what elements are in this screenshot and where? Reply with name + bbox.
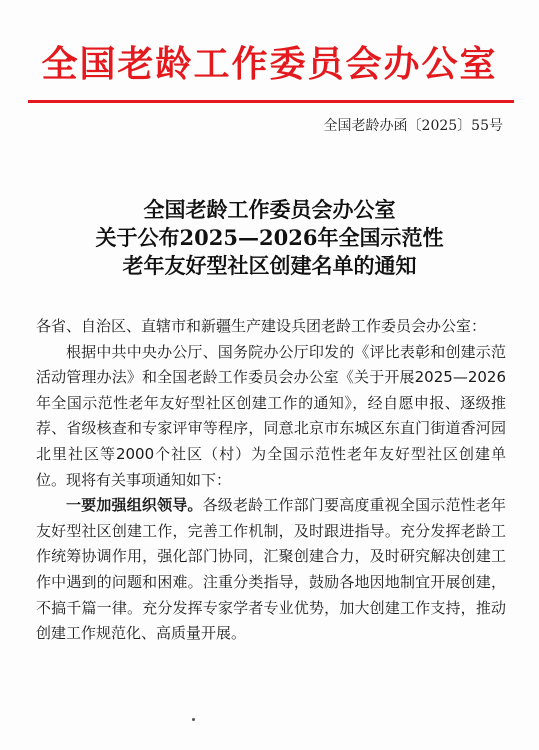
salutation: 各省、自治区、直辖市和新疆生产建设兵团老龄工作委员会办公室：	[36, 317, 487, 335]
header-org-name: 全国老龄工作委员会办公室	[41, 43, 498, 85]
section-1	[36, 493, 506, 647]
notice-title-line-2: 关于公布2025—2026年全国示范性	[95, 225, 444, 250]
notice-title-line-1: 全国老龄工作委员会办公室	[143, 197, 396, 222]
notice-body	[36, 314, 506, 647]
notice-title	[0, 196, 539, 280]
section-1-heading: 一要加强组织领导。	[66, 496, 203, 515]
paragraph-1: 根据中共中央办公厅、国务院办公厅印发的《评比表彰和创建示范活动管理办法》和全国老龄工作委员会办公室《关于开展2025—2026年全国示范性老年友好型社区创建工作的通知》，经自愿申报、逐级推荐、省级核查和专家评审等程序，同意北京市东城区东直门街道香河园北里社区等2000个社区（村）为全国示范性老年友好型社区创建单位。现将有关事项通知如下：	[36, 342, 506, 489]
section-1-text: 各级老龄工作部门要高度重视全国示范性老年友好型社区创建工作，完善工作机制，及时跟进指导。充分发挥老龄工作统筹协调作用，强化部门协同，汇聚创建合力，及时研究解决创建工作中遇到的问题和困难。注重分类指导，鼓励各地因地制宜开展创建，不搞千篇一律。充分发挥专家学者专业优势，加大创建工作支持，推动创建工作规范化、高质量开展。	[36, 496, 506, 643]
document-number: 全国老龄办函〔2025〕55号	[323, 118, 503, 134]
scan-mark	[192, 718, 195, 721]
notice-title-line-3: 老年友好型社区创建名单的通知	[122, 253, 417, 278]
header-red-rule	[28, 100, 514, 103]
